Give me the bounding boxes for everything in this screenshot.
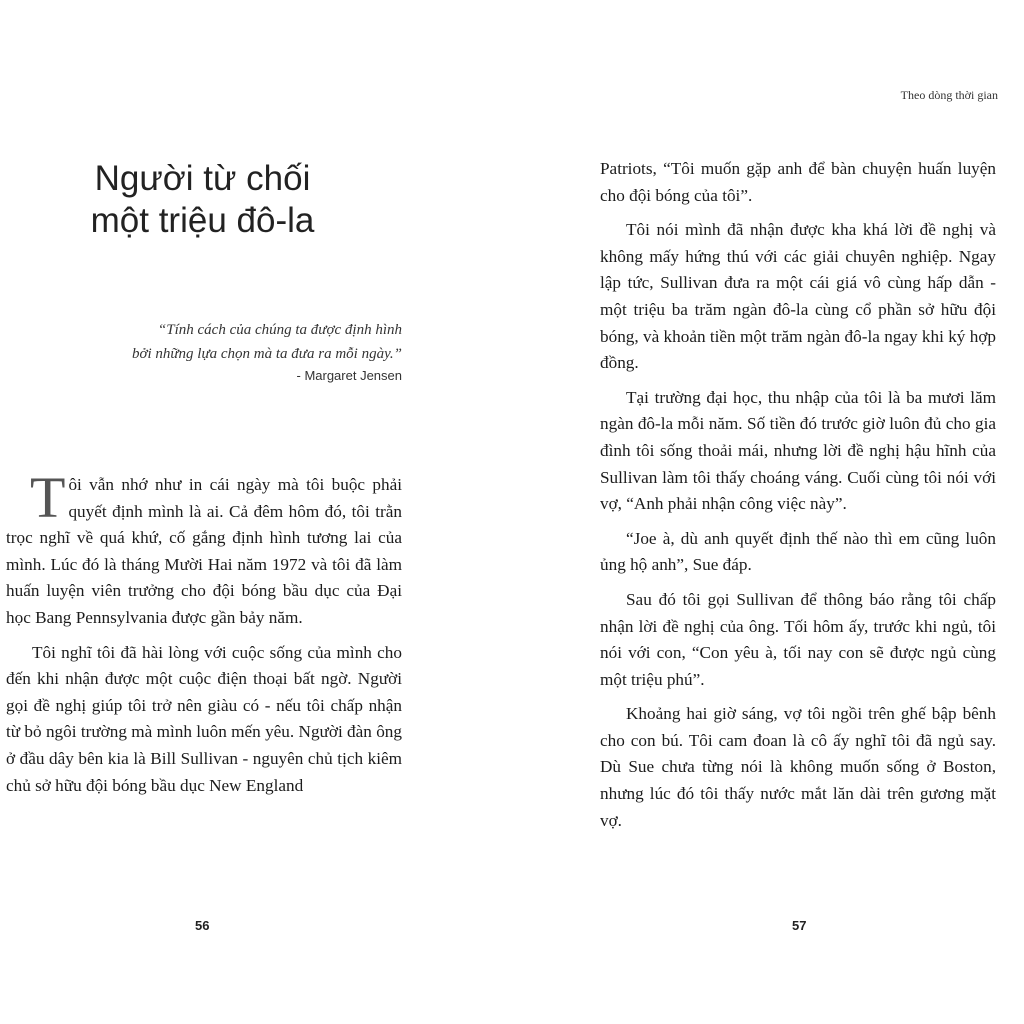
paragraph: Tại trường đại học, thu nhập của tôi là ba mươi lăm ngàn đô-la mỗi năm. Số tiền đó trước giờ luôn đủ cho gia đình tôi sống thoải mái, nhưng lời đề nghị hậu hĩnh của Sullivan làm tôi thấy choáng váng. Cuối cùng tôi nói với vợ, “Anh phải nhận công việc này”. <box>600 387 996 514</box>
paragraph: Khoảng hai giờ sáng, vợ tôi ngồi trên ghế bập bênh cho con bú. Tôi cam đoan là cô ấy nghĩ tôi đã ngủ say. Dù Sue chưa từng nói là không muốn sống ở Boston, nhưng lúc đó tôi thấy nước mắt lăn dài trên gương mặt vợ. <box>600 704 996 830</box>
chapter-title-line-1: Người từ chối <box>94 159 311 198</box>
page-number-right: 57 <box>792 918 807 933</box>
paragraph-text: ôi vẫn nhớ như in cái ngày mà tôi buộc phải quyết định mình là ai. Cả đêm hôm đó, tôi trằn trọc nghĩ về quá khứ, cố gắng định hình tương lai của mình. Lúc đó là tháng Mười Hai năm 1972 và tôi đã làm huấn luyện viên trưởng cho đội bóng bầu dục của Đại học Bang Pennsylvania được gần bảy năm. <box>6 475 402 627</box>
epigraph <box>60 318 402 383</box>
paragraph: Tôi nghĩ tôi đã hài lòng với cuộc sống của mình cho đến khi nhận được một cuộc điện thoại bất ngờ. Người gọi đề nghị giúp tôi trở nên giàu có - nếu tôi chấp nhận từ bỏ ngôi trường mà mình luôn mến yêu. Người đàn ông ở đầu dây bên kia là Bill Sullivan - nguyên chủ tịch kiêm chủ sở hữu đội bóng bầu dục New England <box>6 642 402 795</box>
epigraph-author: - Margaret Jensen <box>296 368 402 383</box>
paragraph: Patriots, “Tôi muốn gặp anh để bàn chuyện huấn luyện cho đội bóng của tôi”. <box>600 159 996 205</box>
right-body-text <box>600 156 996 842</box>
paragraph: Sau đó tôi gọi Sullivan để thông báo rằng tôi chấp nhận lời đề nghị của ông. Tối hôm ấy, trước khi ngủ, tôi nói với con, “Con yêu à, tối nay con sẽ được ngủ cùng một triệu phú”. <box>600 589 996 689</box>
drop-cap: T <box>30 465 66 530</box>
chapter-title-line-2: một triệu đô-la <box>90 201 315 240</box>
page-number-left: 56 <box>195 918 210 933</box>
right-page <box>512 0 1024 1024</box>
left-body-text <box>6 465 402 807</box>
paragraph: Tôi nói mình đã nhận được kha khá lời đề nghị và không mấy hứng thú với các giải chuyên nghiệp. Ngay lập tức, Sullivan đưa ra một cái giá vô cùng hấp dẫn - một triệu ba trăm ngàn đô-la cùng cổ phần sở hữu đội bóng, và khoản tiền một trăm ngàn đô-la ngay khi ký hợp đồng. <box>600 220 996 373</box>
epigraph-quote <box>60 318 402 366</box>
epigraph-quote-line-1: “Tính cách của chúng ta được định hình <box>157 322 402 338</box>
chapter-title <box>0 158 405 242</box>
epigraph-quote-line-2: bởi những lựa chọn mà ta đưa ra mỗi ngày.” <box>131 346 402 362</box>
paragraph <box>6 465 402 632</box>
paragraph: “Joe à, dù anh quyết định thế nào thì em cũng luôn ủng hộ anh”, Sue đáp. <box>600 528 996 575</box>
running-head: Theo dòng thời gian <box>900 88 998 102</box>
